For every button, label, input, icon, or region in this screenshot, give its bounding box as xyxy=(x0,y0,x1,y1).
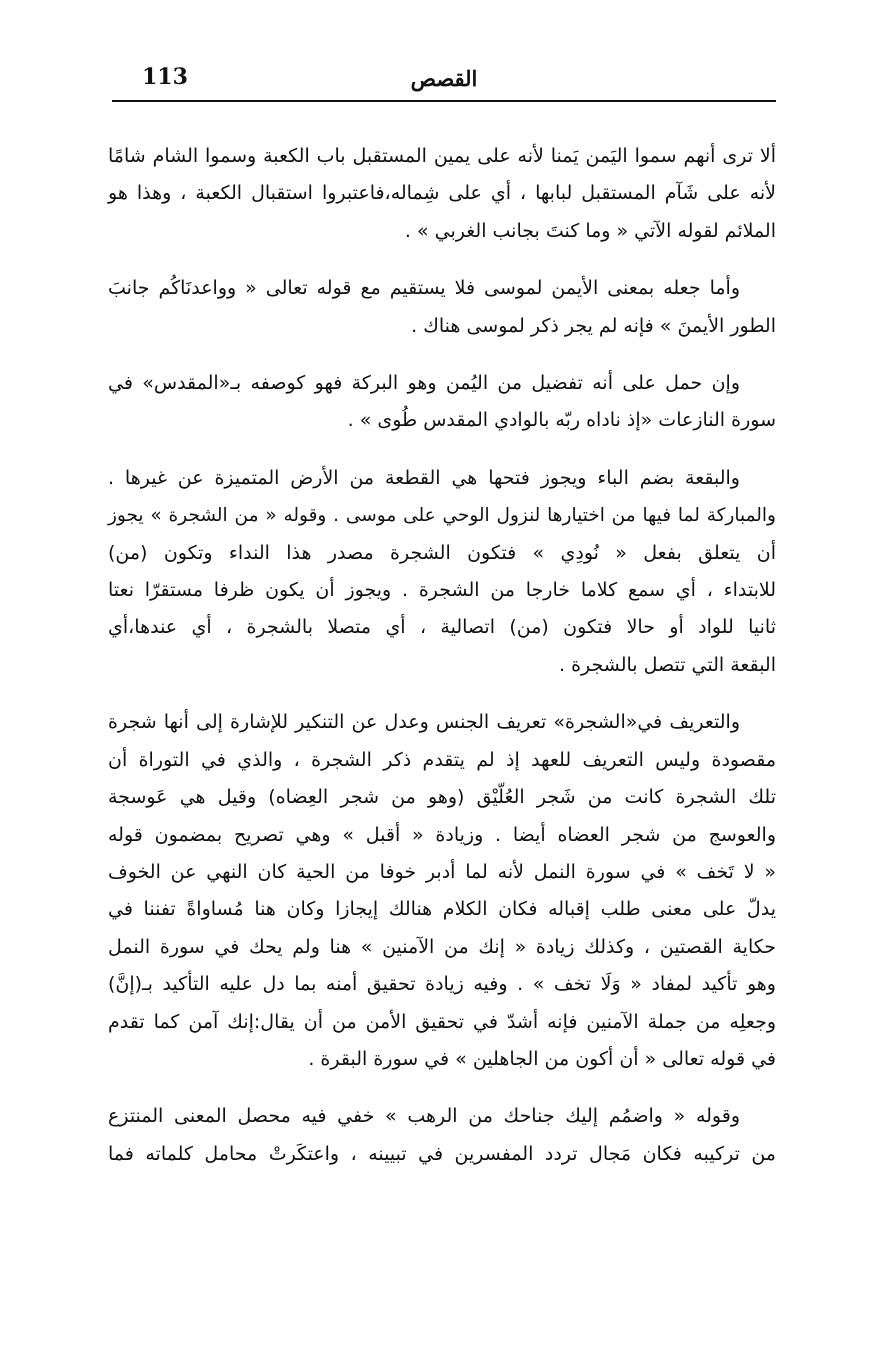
text-line: لأنه على شَآم المستقبل لبابها ، أي على شِماله،فاعتبروا استقبال الكعبة ، وهذا هو xyxy=(108,182,776,205)
text-line: يدلّ على معنى طلب إقباله فكان الكلام هنالك إيجازا وكان هنا مُساواةً تفننا في xyxy=(108,898,776,921)
text-line: حكاية القصتين ، وكذلك زيادة « إنك من الآمنين » هنا ولم يحك في سورة النمل xyxy=(108,935,776,958)
text-line: الملائم لقوله الآتي « وما كنتَ بجانب الغربي » . xyxy=(404,219,776,242)
paragraph xyxy=(108,1098,776,1173)
text-line: « لا تَخف » في سورة النمل لأنه لما أدبر خوفا من الحية كان النهي عن الخوف xyxy=(108,860,776,883)
header-rule xyxy=(112,100,776,102)
section-title: القصص xyxy=(410,66,478,91)
text-line: البقعة التي تتصل بالشجرة . xyxy=(558,653,776,676)
text-line: مقصودة وليس التعريف للعهد إذ لم يتقدم ذكر الشجرة ، والذي في التوراة أن xyxy=(108,748,776,771)
paragraph xyxy=(108,365,776,440)
running-header xyxy=(112,58,776,102)
text-line: والعوسج من شجر العضاه أيضا . وزيادة « أقبل » وهي تصريح بمضمون قوله xyxy=(108,823,776,846)
text-line: ثانيا للواد أو حالا فتكون (من) اتصالية ، أي متصلا بالشجرة ، أي عندها،أي xyxy=(108,616,776,639)
text-line: للابتداء ، أي سمع كلاما خارجا من الشجرة . ويجوز أن يكون ظرفا مستقرّا نعتا xyxy=(108,579,776,602)
text-line: الطور الأيمنَ » فإنه لم يجر ذكر لموسى هناك . xyxy=(411,314,776,337)
text-line: وإن حمل على أنه تفضيل من اليُمن وهو البركة فهو كوصفه بـ«المقدس» في xyxy=(108,372,740,395)
text-line: والبقعة بضم الباء ويجوز فتحها هي القطعة من الأرض المتميزة عن غيرها . xyxy=(108,466,740,489)
text-line: وأما جعله بمعنى الأيمن لموسى فلا يستقيم مع قوله تعالى « وواعدنَاكُم جانبَ xyxy=(108,277,740,300)
text-line: سورة النازعات «إذ ناداه ربّه بالوادي المقدس طُوى » . xyxy=(347,409,776,432)
paragraph xyxy=(108,704,776,1078)
text-line: وهو تأكيد لمفاد « وَلَا تخف » . وفيه زيادة تحقيق أمنه بما دل عليه التأكيد بـ(إنَّ) xyxy=(108,973,776,996)
text-line: تلك الشجرة كانت من شَجر العُلّيْق (وهو من شجر العِضاه) وقيل هي عَوسجة xyxy=(108,786,776,809)
text-line: من تركيبه فكان مَجال تردد المفسرين في تبيينه ، واعتكَرتْ محامل كلماته فما xyxy=(108,1142,776,1165)
text-line: وقوله « واضمُم إليك جناحك من الرهب » خفي فيه محصل المعنى المنتزع xyxy=(108,1105,740,1128)
paragraph xyxy=(108,460,776,684)
text-line: وجعلِه من جملة الآمنين فإنه أشدّ في تحقيق الأمن من أن يقال:إنك آمن كما تقدم xyxy=(108,1010,776,1033)
text-line: والتعريف في«الشجرة» تعريف الجنس وعدل عن التنكير للإشارة إلى أنها شجرة xyxy=(108,711,740,734)
text-line: والمباركة لما فيها من اختيارها لنزول الوحي على موسى . وقوله « من الشجرة » يجوز xyxy=(108,505,776,527)
body-text xyxy=(108,138,776,1173)
page-number: 113 xyxy=(142,64,188,90)
text-line: في قوله تعالى « أن أكون من الجاهلين » في سورة البقرة . xyxy=(308,1047,776,1070)
paragraph xyxy=(108,138,776,250)
paragraph xyxy=(108,270,776,345)
text-line: أن يتعلق بفعل « نُودِي » فتكون الشجرة مصدر هذا النداء وتكون (من) xyxy=(108,541,776,564)
text-line: ألا ترى أنهم سموا اليَمن يَمنا لأنه على يمين المستقبل باب الكعبة وسموا الشام شامًا xyxy=(108,145,776,167)
